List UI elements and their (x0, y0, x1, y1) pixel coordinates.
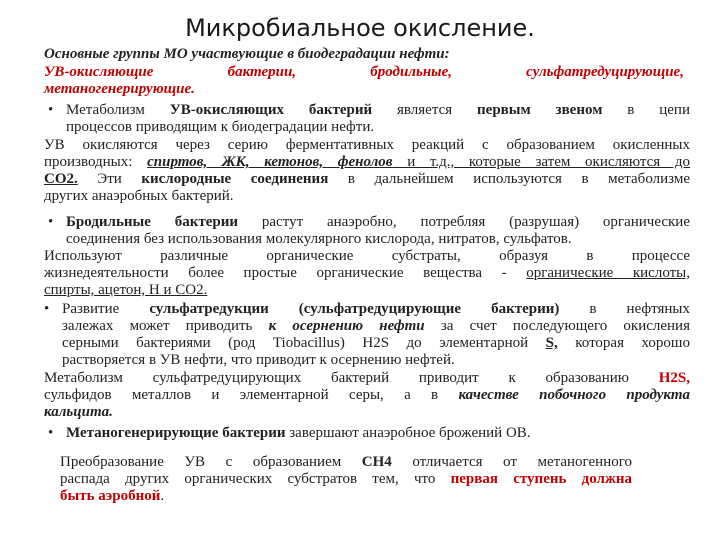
group-item: бактерии, (227, 64, 297, 80)
p2-line: Метаболизм сульфатредуцирующих бактерий приводит к образованию H2S, (44, 370, 690, 386)
p2-line: кальцита. (44, 404, 113, 420)
bullet-dot-icon: • (44, 301, 50, 317)
b3-line: серными бактериями (род Tiobacillus) H2S до элементарной S, которая хорошо (62, 335, 690, 351)
box-line: быть аэробной. (60, 488, 165, 504)
b2-line: соединения без использования молекулярного кислорода, нитратов, сульфатов. (66, 231, 572, 247)
b2-line: Используют различные органические субстраты, образуя в процессе (44, 248, 690, 264)
box-line: Преобразование УВ с образованием CH4 отличается от метаногенного (60, 454, 632, 470)
b4-line: Метаногенерирующие бактерии завершают анаэробное брожений ОВ. (66, 425, 531, 441)
b2-line: жизнедеятельности более простые органические вещества - органические кислоты, (44, 265, 690, 281)
b3-line: растворяется в УВ нефти, что приводит к осернению нефтей. (62, 352, 455, 368)
p1-line: УВ окисляются через серию ферментативных реакций с образованием окисленных (44, 137, 690, 153)
intro-line: Основные группы МО участвующие в биодеградации нефти: (44, 46, 450, 62)
bullet-dot-icon: • (48, 425, 54, 441)
p1-line: других анаэробных бактерий. (44, 188, 234, 204)
group-item: бродильные, (370, 64, 452, 80)
p1-line: производных: спиртов, ЖК, кетонов, фенолов и т.д., которые затем окисляются до (44, 154, 691, 170)
bullet-dot-icon: • (48, 102, 54, 118)
group-list (44, 64, 684, 81)
group-last: метаногенерирующие. (44, 81, 195, 97)
group-item: сульфатредуцирующие, (526, 64, 684, 80)
p1-line: СО2. Эти кислородные соединения в дальнейшем используются в метаболизме (44, 171, 690, 187)
b3-line: Развитие сульфатредукции (сульфатредуцирующие бактерии) в нефтяных (62, 301, 690, 317)
b2-line: Бродильные бактерии растут анаэробно, потребляя (разрушая) органические (66, 214, 690, 230)
b1-line: процессов приводящим к биодеградации нефти. (66, 119, 375, 135)
b2-line: спирты, ацетон, Н и СО2. (44, 282, 208, 298)
p2-line: сульфидов металлов и элементарной серы, а в качестве побочного продукта (44, 387, 690, 403)
b3-line: залежах может приводить к осернению нефти за счет последующего окисления (62, 318, 690, 334)
bullet-dot-icon: • (48, 214, 54, 230)
box-line: распада других органических субстратов тем, что первая ступень должна (60, 471, 632, 487)
page-title: Микробиальное окисление. (185, 14, 535, 42)
group-item: УВ-окисляющие (44, 64, 154, 80)
b1-line: Метаболизм УВ-окисляющих бактерий является первым звеном в цепи (66, 102, 690, 118)
